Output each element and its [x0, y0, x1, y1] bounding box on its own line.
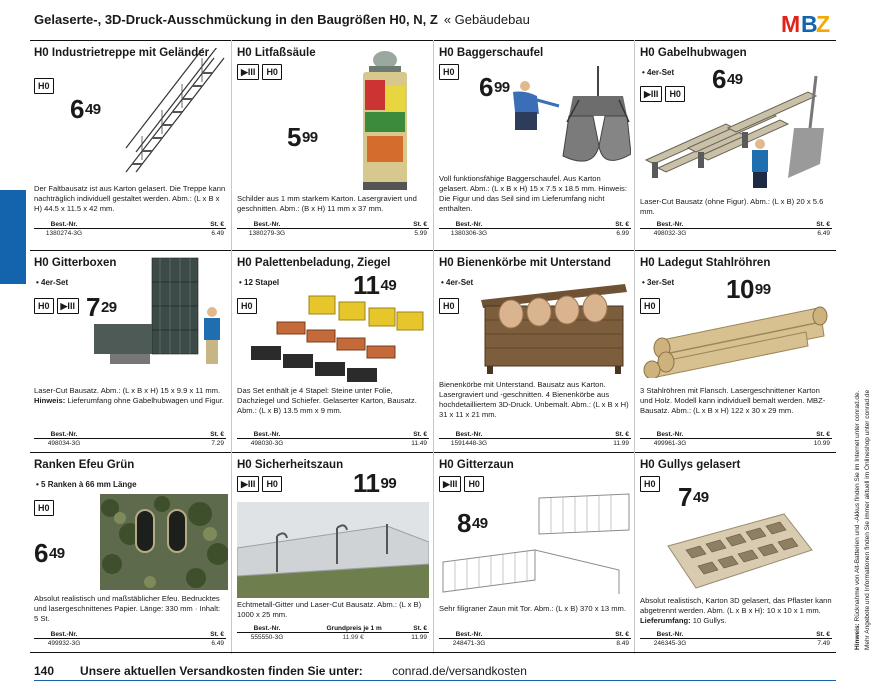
product-card[interactable] — [233, 454, 433, 659]
order-number: 498034-3G — [47, 440, 81, 447]
order-table: Best.-Nr. St. € 248471-3G 8.49 — [439, 630, 631, 649]
product-title: H0 Ladegut Stahlröhren — [640, 257, 771, 269]
lattice-boxes-image — [90, 254, 228, 372]
order-number: 499932-3G — [47, 640, 81, 647]
scale-badge: H0 — [464, 476, 484, 492]
scale-badge: H0 — [34, 78, 54, 94]
unit-price: 11.99 — [411, 634, 427, 641]
price: $10^{99}$ — [726, 274, 771, 304]
price: $6^{49}$ — [70, 94, 101, 124]
product-description: 3 Stahlröhren mit Flansch. Lasergeschnittener Karton und Holz. Modell kann individuell bemalt werden. MBZ-Bausatz. Abm.: (L x B x H) 122 x 30 x 29 mm. — [640, 386, 826, 415]
mbz-logo — [780, 10, 832, 36]
track-badge: ▶III — [237, 476, 259, 492]
product-grid — [30, 40, 836, 654]
product-description: Der Faltbausatz ist aus Karton gelasert. Die Treppe kann nachträglich individuell gestaltet werden. Abm.: (L x B x H) 44.5 x 11.5 x 42 mm. — [34, 184, 226, 213]
scale-badge: H0 — [439, 64, 459, 80]
unit-price: 7.29 — [211, 440, 224, 447]
product-description: Voll funktionsfähige Baggerschaufel. Aus Karton gelasert. Abm.: (L x B x H) 15 x 7.5 x 18.5 mm. Hinweis: Die Figur und das Seil sind im Lieferumfang nicht enthalten. — [439, 174, 627, 213]
product-title: H0 Baggerschaufel — [439, 47, 544, 59]
price: $7^{49}$ — [678, 482, 709, 512]
product-card[interactable] — [435, 42, 635, 247]
product-description: Bienenkörbe mit Unterstand. Bausatz aus Karton. Lasergraviert und -geschnitten. 4 Bienenkörbe aus hochdetailliertem 3D-Druck. Unbemalt. Abm.: (L x B x H) 31 x 11 x 21 mm. — [439, 380, 629, 419]
order-number: 1591448-3G — [450, 440, 488, 447]
unit-price: 8.49 — [616, 640, 629, 647]
unit-price: 10.99 — [813, 440, 830, 447]
product-card[interactable] — [435, 252, 635, 457]
product-card[interactable] — [636, 454, 836, 659]
unit-price: 6.99 — [616, 230, 629, 237]
product-card[interactable] — [30, 252, 230, 457]
price: $7^{29}$ — [86, 292, 117, 322]
security-fence-image — [237, 502, 429, 598]
scale-badge: H0 — [665, 86, 685, 102]
order-table: Best.-Nr. St. € 498034-3G 7.29 — [34, 430, 226, 449]
pallet-truck-image — [638, 64, 834, 192]
product-card[interactable] — [435, 454, 635, 659]
order-number: 246345-3G — [653, 640, 687, 647]
order-table: Best.-Nr. Grundpreis je 1 m St. € 555550-3G 11.99 € 11.99 — [237, 624, 429, 643]
order-number: 1380274-3G — [45, 230, 83, 237]
breadcrumb[interactable]: « Gebäudebau — [443, 12, 530, 27]
price: $6^{49}$ — [712, 64, 743, 94]
brick-pallets-image — [247, 292, 429, 384]
steel-pipes-image — [640, 298, 834, 378]
scale-badge: H0 — [439, 298, 459, 314]
product-title: H0 Litfaßsäule — [237, 47, 316, 59]
divider — [433, 40, 434, 654]
product-title: H0 Palettenbeladung, Ziegel — [237, 257, 391, 269]
order-number: 499961-3G — [653, 440, 687, 447]
scale-badge: H0 — [34, 500, 54, 516]
product-description: Echtmetall-Gitter und Laser-Cut Bausatz. Abm.: (L x B) 1000 x 25 mm. — [237, 600, 422, 619]
price: $6^{49}$ — [34, 538, 65, 568]
page-title: Gelaserte-, 3D-Druck-Ausschmückung in den Baugrößen H0, N, Z — [34, 12, 438, 27]
order-table: Best.-Nr. St. € 1380306-3G 6.99 — [439, 220, 631, 239]
side-note-line: Hinweis: Rücknahme von Alt-Batterien und -Akkus finden Sie im Internet unter conrad.de. — [854, 390, 861, 650]
unit-price: 6.49 — [211, 230, 224, 237]
order-table: Best.-Nr. St. € 246345-3G 7.49 — [640, 630, 832, 649]
badge-row — [237, 476, 282, 492]
divider — [231, 40, 232, 654]
scale-badge: H0 — [237, 298, 257, 314]
order-number: 1380279-3G — [248, 230, 286, 237]
price: $8^{49}$ — [457, 508, 488, 538]
page-number: 140 — [34, 664, 55, 678]
footer-rule — [34, 680, 836, 681]
base-price: 11.99 € — [342, 634, 364, 641]
track-badge: ▶III — [57, 298, 79, 314]
price: $5^{99}$ — [287, 122, 318, 152]
unit-price: 5.99 — [414, 230, 427, 237]
scale-badge: H0 — [262, 476, 282, 492]
badge-row — [640, 476, 660, 492]
staircase-image — [122, 48, 228, 176]
product-title: H0 Gabelhubwagen — [640, 47, 747, 59]
order-table: Best.-Nr. St. € 498030-3G 11.49 — [237, 430, 429, 449]
set-note: • 5 Ranken à 66 mm Länge — [36, 480, 137, 489]
shipping-link[interactable]: conrad.de/versandkosten — [392, 664, 527, 678]
product-card[interactable] — [233, 42, 433, 247]
unit-price: 11.99 — [613, 440, 629, 447]
order-number: 555550-3G — [250, 634, 284, 641]
badge-row — [34, 298, 79, 314]
price: $11^{99}$ — [353, 468, 397, 498]
product-card[interactable] — [233, 252, 433, 457]
unit-price: 7.49 — [817, 640, 830, 647]
badge-row — [439, 298, 459, 314]
product-card[interactable] — [30, 454, 230, 659]
track-badge: ▶III — [439, 476, 461, 492]
order-table: Best.-Nr. St. € 1591448-3G 11.99 — [439, 430, 631, 449]
set-note: • 3er-Set — [642, 278, 675, 287]
footer-text: Unsere aktuellen Versandkosten finden Sie unter: — [80, 664, 363, 678]
product-description: Absolut realistisch und maßstäblicher Efeu. Bedrucktes und lasergeschnittenes Papier. Länge: 330 mm · Inhalt: 5 St. — [34, 594, 221, 623]
divider — [30, 652, 836, 653]
beehive-shelter-image — [477, 280, 629, 376]
excavator-bucket-image — [503, 66, 631, 174]
product-title: H0 Sicherheitszaun — [237, 459, 344, 471]
scale-badge: H0 — [262, 64, 282, 80]
product-title: H0 Industrietreppe mit Geländer — [34, 47, 210, 59]
scale-badge: H0 — [34, 298, 54, 314]
side-note-line: Mehr Angebote und Informationen finden Sie immer aktuell im Onlineshop unter conrad.de — [864, 389, 871, 650]
chapter-tab — [0, 190, 26, 284]
advertising-column-image — [355, 46, 417, 194]
product-title: H0 Gitterboxen — [34, 257, 117, 269]
set-note: • 4er-Set — [441, 278, 474, 287]
track-badge: ▶III — [640, 86, 662, 102]
footer — [34, 664, 527, 678]
order-table: Best.-Nr. St. € 1380279-3G 5.99 — [237, 220, 429, 239]
product-description: Laser-Cut Bausatz (ohne Figur). Abm.: (L x B) 20 x 5.6 mm. — [640, 197, 824, 216]
order-number: 1380306-3G — [450, 230, 488, 237]
product-description: Sehr filigraner Zaun mit Tor. Abm.: (L x B) 370 x 13 mm. — [439, 604, 626, 613]
order-table: Best.-Nr. St. € 498032-3G 6.49 — [640, 220, 832, 239]
unit-price: 6.49 — [817, 230, 830, 237]
order-number: 248471-3G — [452, 640, 486, 647]
track-badge: ▶III — [237, 64, 259, 80]
gully-grates-image — [664, 510, 814, 592]
order-table: Best.-Nr. St. € 499932-3G 6.49 — [34, 630, 226, 649]
product-description: Das Set enthält je 4 Stapel: Steine unter Folie, Dachziegel und Schiefer. Gelaserter Karton, Bausatz. Abm.: (L x B) 13.5 mm x 9 mm. — [237, 386, 417, 415]
set-note: • 4er-Set — [642, 68, 675, 77]
side-note — [852, 345, 882, 650]
product-description: Laser-Cut Bausatz. Abm.: (L x B x H) 15 x 9.9 x 11 mm. Hinweis: Lieferumfang ohne Gabelhubwagen und Figur. — [34, 386, 224, 405]
unit-price: 6.49 — [211, 640, 224, 647]
lattice-fence-image — [439, 490, 631, 594]
order-table: Best.-Nr. St. € 1380274-3G 6.49 — [34, 220, 226, 239]
scale-badge: H0 — [640, 476, 660, 492]
product-description: Absolut realistisch, Karton 3D gelasert, das Pflaster kann abgetrennt werden. Abm. (L x B x H): 10 x 10 x 1 mm. Lieferumfang: 10 Gullys. — [640, 596, 832, 625]
order-number: 498032-3G — [653, 230, 687, 237]
product-title: H0 Gitterzaun — [439, 459, 514, 471]
product-title: Ranken Efeu Grün — [34, 459, 135, 471]
order-number: 498030-3G — [250, 440, 284, 447]
svg-text:M: M — [781, 11, 801, 36]
ivy-wall-image — [100, 494, 228, 590]
badge-row — [439, 64, 459, 80]
set-note: • 4er-Set — [36, 278, 69, 287]
product-card[interactable] — [636, 42, 836, 247]
scale-badge: H0 — [640, 298, 660, 314]
order-table: Best.-Nr. St. € 499961-3G 10.99 — [640, 430, 832, 449]
page-header — [34, 12, 530, 27]
product-description: Schilder aus 1 mm starkem Karton. Lasergraviert und geschnitten. Abm.: (B x H) 11 mm x 37 mm. — [237, 194, 417, 213]
badge-row — [34, 78, 54, 94]
product-title: H0 Bienenkörbe mit Unterstand — [439, 257, 611, 269]
svg-text:Z: Z — [816, 11, 831, 36]
badge-row — [34, 500, 54, 516]
price: $6^{99}$ — [479, 72, 510, 102]
badge-row — [237, 64, 282, 80]
unit-price: 11.49 — [411, 440, 427, 447]
set-note: • 12 Stapel — [239, 278, 280, 287]
product-card[interactable] — [30, 42, 230, 247]
product-title: H0 Gullys gelasert — [640, 459, 741, 471]
price: $11^{49}$ — [353, 270, 397, 300]
svg-text:B: B — [801, 11, 818, 36]
product-card[interactable] — [636, 252, 836, 457]
